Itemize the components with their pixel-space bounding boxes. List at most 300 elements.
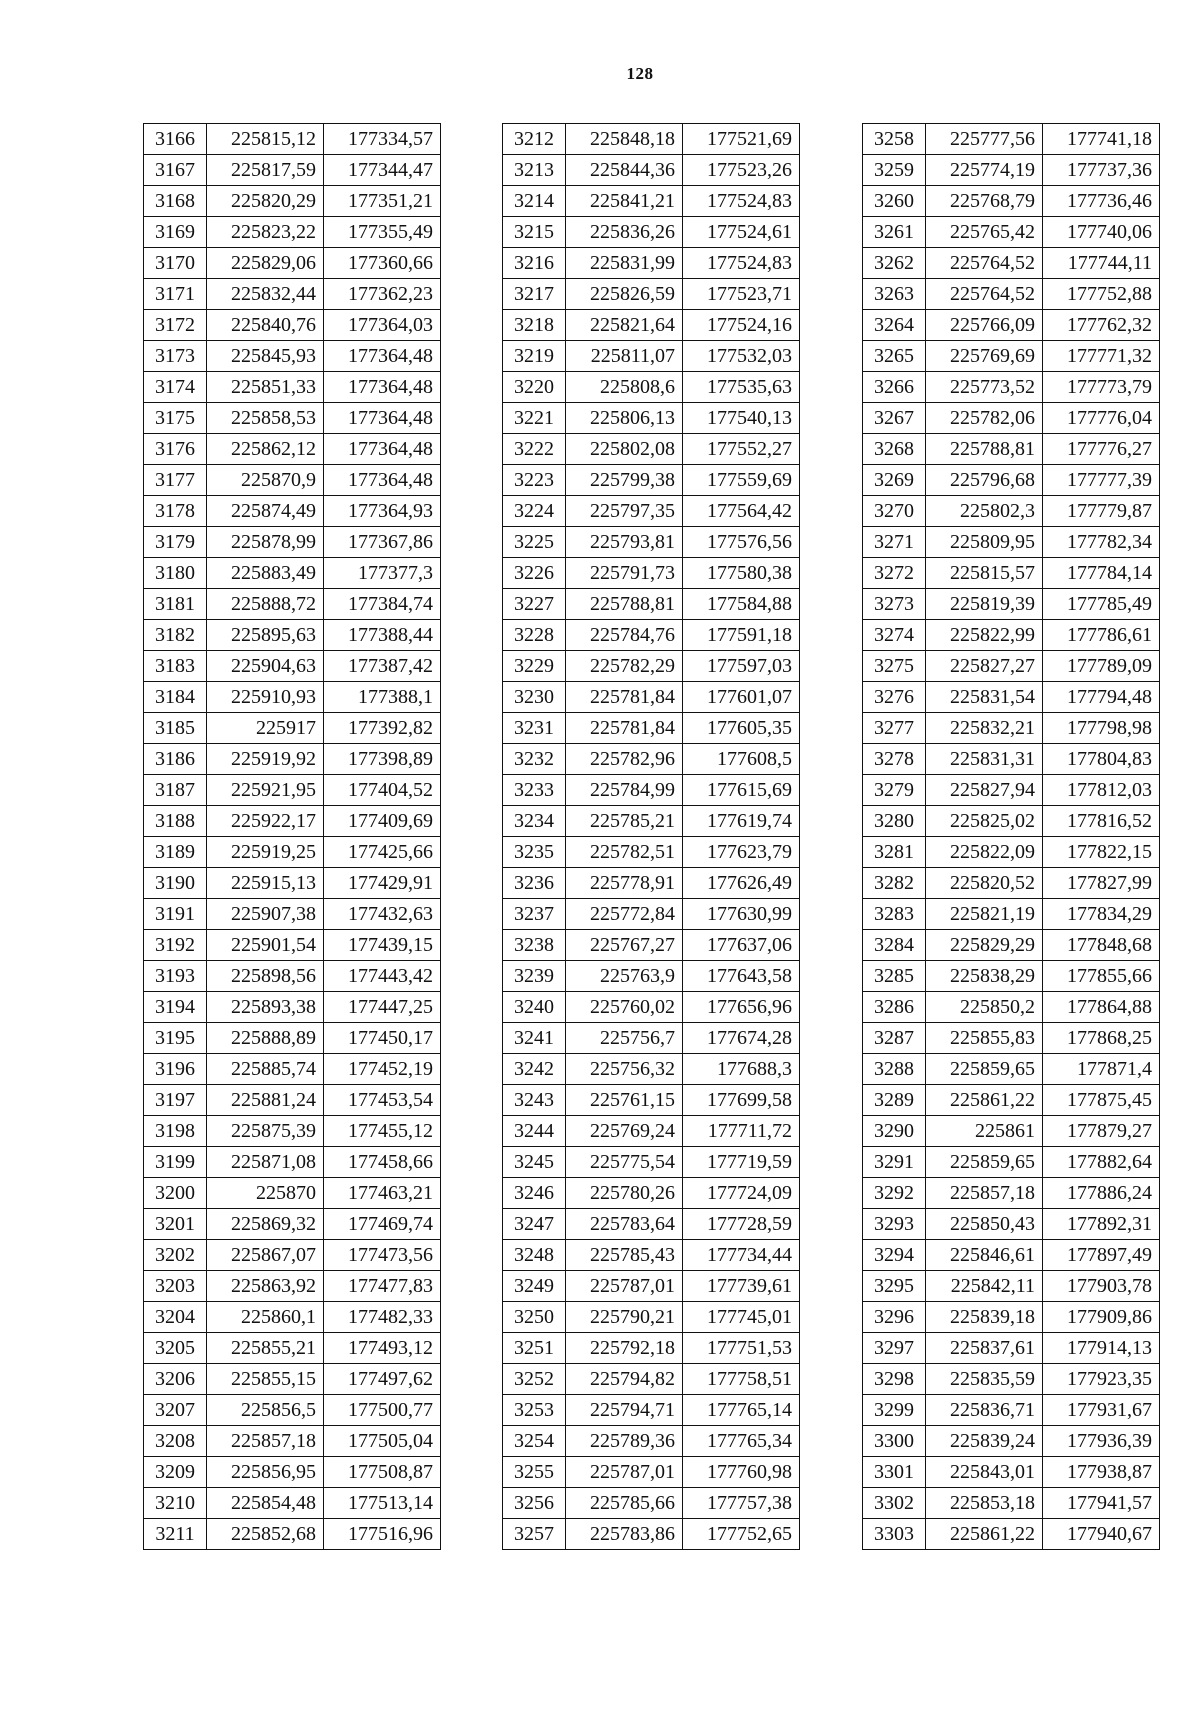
point-number-cell: 3219 <box>503 341 566 372</box>
x-coordinate-cell: 225856,5 <box>207 1395 324 1426</box>
point-number-cell: 3265 <box>863 341 926 372</box>
table-row <box>144 1116 441 1147</box>
point-number-cell: 3238 <box>503 930 566 961</box>
table-row <box>144 1147 441 1178</box>
y-coordinate-cell: 177398,89 <box>324 744 441 775</box>
point-number-cell: 3272 <box>863 558 926 589</box>
y-coordinate-cell: 177798,98 <box>1043 713 1160 744</box>
x-coordinate-cell: 225851,33 <box>207 372 324 403</box>
y-coordinate-cell: 177364,93 <box>324 496 441 527</box>
table-row <box>503 899 800 930</box>
y-coordinate-cell: 177453,54 <box>324 1085 441 1116</box>
x-coordinate-cell: 225893,38 <box>207 992 324 1023</box>
table-row <box>863 868 1160 899</box>
y-coordinate-cell: 177516,96 <box>324 1519 441 1550</box>
x-coordinate-cell: 225835,59 <box>926 1364 1043 1395</box>
table-row <box>503 217 800 248</box>
x-coordinate-cell: 225870 <box>207 1178 324 1209</box>
point-number-cell: 3288 <box>863 1054 926 1085</box>
y-coordinate-cell: 177623,79 <box>683 837 800 868</box>
table-row <box>144 217 441 248</box>
y-coordinate-cell: 177334,57 <box>324 124 441 155</box>
x-coordinate-cell: 225855,21 <box>207 1333 324 1364</box>
x-coordinate-cell: 225859,65 <box>926 1147 1043 1178</box>
y-coordinate-cell: 177388,44 <box>324 620 441 651</box>
point-number-cell: 3246 <box>503 1178 566 1209</box>
table-row <box>144 1426 441 1457</box>
table-row <box>144 279 441 310</box>
table-row <box>144 589 441 620</box>
point-number-cell: 3214 <box>503 186 566 217</box>
table-row <box>503 465 800 496</box>
x-coordinate-cell: 225827,27 <box>926 651 1043 682</box>
y-coordinate-cell: 177443,42 <box>324 961 441 992</box>
point-number-cell: 3284 <box>863 930 926 961</box>
table-row <box>863 186 1160 217</box>
point-number-cell: 3179 <box>144 527 207 558</box>
table-row <box>503 1147 800 1178</box>
x-coordinate-cell: 225784,99 <box>566 775 683 806</box>
x-coordinate-cell: 225756,7 <box>566 1023 683 1054</box>
x-coordinate-cell: 225845,93 <box>207 341 324 372</box>
table-row <box>503 1023 800 1054</box>
point-number-cell: 3279 <box>863 775 926 806</box>
x-coordinate-cell: 225809,95 <box>926 527 1043 558</box>
x-coordinate-cell: 225848,18 <box>566 124 683 155</box>
x-coordinate-cell: 225861,22 <box>926 1519 1043 1550</box>
table-row <box>503 1426 800 1457</box>
point-number-cell: 3298 <box>863 1364 926 1395</box>
table-row <box>503 775 800 806</box>
x-coordinate-cell: 225843,01 <box>926 1457 1043 1488</box>
table-row <box>144 930 441 961</box>
point-number-cell: 3227 <box>503 589 566 620</box>
table-row <box>863 1364 1160 1395</box>
table-row <box>863 1395 1160 1426</box>
point-number-cell: 3193 <box>144 961 207 992</box>
y-coordinate-cell: 177524,83 <box>683 248 800 279</box>
y-coordinate-cell: 177688,3 <box>683 1054 800 1085</box>
y-coordinate-cell: 177752,88 <box>1043 279 1160 310</box>
table-row <box>503 496 800 527</box>
y-coordinate-cell: 177773,79 <box>1043 372 1160 403</box>
x-coordinate-cell: 225781,84 <box>566 713 683 744</box>
x-coordinate-cell: 225794,82 <box>566 1364 683 1395</box>
y-coordinate-cell: 177745,01 <box>683 1302 800 1333</box>
y-coordinate-cell: 177364,48 <box>324 341 441 372</box>
point-number-cell: 3271 <box>863 527 926 558</box>
point-number-cell: 3260 <box>863 186 926 217</box>
y-coordinate-cell: 177875,45 <box>1043 1085 1160 1116</box>
point-number-cell: 3224 <box>503 496 566 527</box>
point-number-cell: 3198 <box>144 1116 207 1147</box>
x-coordinate-cell: 225823,22 <box>207 217 324 248</box>
point-number-cell: 3174 <box>144 372 207 403</box>
x-coordinate-cell: 225787,01 <box>566 1457 683 1488</box>
x-coordinate-cell: 225919,92 <box>207 744 324 775</box>
x-coordinate-cell: 225817,59 <box>207 155 324 186</box>
y-coordinate-cell: 177364,03 <box>324 310 441 341</box>
y-coordinate-cell: 177938,87 <box>1043 1457 1160 1488</box>
x-coordinate-cell: 225853,18 <box>926 1488 1043 1519</box>
x-coordinate-cell: 225859,65 <box>926 1054 1043 1085</box>
point-number-cell: 3290 <box>863 1116 926 1147</box>
table-row <box>863 1116 1160 1147</box>
y-coordinate-cell: 177409,69 <box>324 806 441 837</box>
table-row <box>863 434 1160 465</box>
x-coordinate-cell: 225808,6 <box>566 372 683 403</box>
y-coordinate-cell: 177452,19 <box>324 1054 441 1085</box>
x-coordinate-cell: 225785,66 <box>566 1488 683 1519</box>
point-number-cell: 3269 <box>863 465 926 496</box>
table-row <box>144 806 441 837</box>
x-coordinate-cell: 225763,9 <box>566 961 683 992</box>
table-row <box>503 124 800 155</box>
table-row <box>144 837 441 868</box>
point-number-cell: 3215 <box>503 217 566 248</box>
point-number-cell: 3217 <box>503 279 566 310</box>
coordinate-table-1 <box>143 123 441 1550</box>
x-coordinate-cell: 225787,01 <box>566 1271 683 1302</box>
y-coordinate-cell: 177505,04 <box>324 1426 441 1457</box>
point-number-cell: 3299 <box>863 1395 926 1426</box>
point-number-cell: 3259 <box>863 155 926 186</box>
point-number-cell: 3167 <box>144 155 207 186</box>
x-coordinate-cell: 225782,51 <box>566 837 683 868</box>
coordinate-table-2 <box>502 123 800 1550</box>
point-number-cell: 3240 <box>503 992 566 1023</box>
point-number-cell: 3204 <box>144 1302 207 1333</box>
point-number-cell: 3195 <box>144 1023 207 1054</box>
x-coordinate-cell: 225788,81 <box>566 589 683 620</box>
table-row <box>503 155 800 186</box>
table-row <box>863 1271 1160 1302</box>
table-row <box>503 403 800 434</box>
x-coordinate-cell: 225904,63 <box>207 651 324 682</box>
y-coordinate-cell: 177463,21 <box>324 1178 441 1209</box>
y-coordinate-cell: 177812,03 <box>1043 775 1160 806</box>
point-number-cell: 3249 <box>503 1271 566 1302</box>
y-coordinate-cell: 177493,12 <box>324 1333 441 1364</box>
table-row <box>503 248 800 279</box>
point-number-cell: 3225 <box>503 527 566 558</box>
y-coordinate-cell: 177909,86 <box>1043 1302 1160 1333</box>
table-row <box>144 124 441 155</box>
x-coordinate-cell: 225780,26 <box>566 1178 683 1209</box>
table-row <box>503 868 800 899</box>
x-coordinate-cell: 225782,96 <box>566 744 683 775</box>
point-number-cell: 3247 <box>503 1209 566 1240</box>
point-number-cell: 3216 <box>503 248 566 279</box>
y-coordinate-cell: 177892,31 <box>1043 1209 1160 1240</box>
y-coordinate-cell: 177711,72 <box>683 1116 800 1147</box>
point-number-cell: 3168 <box>144 186 207 217</box>
y-coordinate-cell: 177364,48 <box>324 434 441 465</box>
point-number-cell: 3178 <box>144 496 207 527</box>
point-number-cell: 3226 <box>503 558 566 589</box>
y-coordinate-cell: 177752,65 <box>683 1519 800 1550</box>
x-coordinate-cell: 225788,81 <box>926 434 1043 465</box>
x-coordinate-cell: 225802,3 <box>926 496 1043 527</box>
point-number-cell: 3201 <box>144 1209 207 1240</box>
table-row <box>144 961 441 992</box>
point-number-cell: 3264 <box>863 310 926 341</box>
point-number-cell: 3283 <box>863 899 926 930</box>
y-coordinate-cell: 177601,07 <box>683 682 800 713</box>
point-number-cell: 3222 <box>503 434 566 465</box>
table-row <box>503 651 800 682</box>
table-row <box>863 1085 1160 1116</box>
y-coordinate-cell: 177425,66 <box>324 837 441 868</box>
point-number-cell: 3211 <box>144 1519 207 1550</box>
point-number-cell: 3275 <box>863 651 926 682</box>
point-number-cell: 3183 <box>144 651 207 682</box>
point-number-cell: 3257 <box>503 1519 566 1550</box>
x-coordinate-cell: 225871,08 <box>207 1147 324 1178</box>
y-coordinate-cell: 177699,58 <box>683 1085 800 1116</box>
y-coordinate-cell: 177377,3 <box>324 558 441 589</box>
point-number-cell: 3235 <box>503 837 566 868</box>
table-row <box>863 341 1160 372</box>
table-row <box>503 1271 800 1302</box>
x-coordinate-cell: 225883,49 <box>207 558 324 589</box>
table-row <box>863 496 1160 527</box>
point-number-cell: 3289 <box>863 1085 926 1116</box>
point-number-cell: 3200 <box>144 1178 207 1209</box>
x-coordinate-cell: 225919,25 <box>207 837 324 868</box>
table-row <box>144 1488 441 1519</box>
x-coordinate-cell: 225858,53 <box>207 403 324 434</box>
table-row <box>863 1302 1160 1333</box>
table-row <box>503 1457 800 1488</box>
table-row <box>863 155 1160 186</box>
y-coordinate-cell: 177508,87 <box>324 1457 441 1488</box>
x-coordinate-cell: 225839,18 <box>926 1302 1043 1333</box>
y-coordinate-cell: 177432,63 <box>324 899 441 930</box>
y-coordinate-cell: 177782,34 <box>1043 527 1160 558</box>
x-coordinate-cell: 225806,13 <box>566 403 683 434</box>
table-row <box>503 279 800 310</box>
y-coordinate-cell: 177739,61 <box>683 1271 800 1302</box>
y-coordinate-cell: 177455,12 <box>324 1116 441 1147</box>
point-number-cell: 3261 <box>863 217 926 248</box>
x-coordinate-cell: 225836,71 <box>926 1395 1043 1426</box>
point-number-cell: 3294 <box>863 1240 926 1271</box>
y-coordinate-cell: 177804,83 <box>1043 744 1160 775</box>
y-coordinate-cell: 177789,09 <box>1043 651 1160 682</box>
table-row <box>144 1054 441 1085</box>
x-coordinate-cell: 225802,08 <box>566 434 683 465</box>
x-coordinate-cell: 225842,11 <box>926 1271 1043 1302</box>
y-coordinate-cell: 177351,21 <box>324 186 441 217</box>
point-number-cell: 3229 <box>503 651 566 682</box>
x-coordinate-cell: 225862,12 <box>207 434 324 465</box>
x-coordinate-cell: 225822,99 <box>926 620 1043 651</box>
table-row <box>144 775 441 806</box>
point-number-cell: 3234 <box>503 806 566 837</box>
point-number-cell: 3187 <box>144 775 207 806</box>
table-row <box>863 217 1160 248</box>
x-coordinate-cell: 225922,17 <box>207 806 324 837</box>
y-coordinate-cell: 177584,88 <box>683 589 800 620</box>
y-coordinate-cell: 177605,35 <box>683 713 800 744</box>
point-number-cell: 3295 <box>863 1271 926 1302</box>
y-coordinate-cell: 177367,86 <box>324 527 441 558</box>
point-number-cell: 3185 <box>144 713 207 744</box>
y-coordinate-cell: 177765,14 <box>683 1395 800 1426</box>
x-coordinate-cell: 225765,42 <box>926 217 1043 248</box>
x-coordinate-cell: 225901,54 <box>207 930 324 961</box>
y-coordinate-cell: 177524,61 <box>683 217 800 248</box>
x-coordinate-cell: 225857,18 <box>926 1178 1043 1209</box>
point-number-cell: 3292 <box>863 1178 926 1209</box>
table-row <box>144 1209 441 1240</box>
y-coordinate-cell: 177941,57 <box>1043 1488 1160 1519</box>
x-coordinate-cell: 225793,81 <box>566 527 683 558</box>
x-coordinate-cell: 225870,9 <box>207 465 324 496</box>
point-number-cell: 3210 <box>144 1488 207 1519</box>
y-coordinate-cell: 177868,25 <box>1043 1023 1160 1054</box>
table-row <box>144 651 441 682</box>
x-coordinate-cell: 225797,35 <box>566 496 683 527</box>
y-coordinate-cell: 177388,1 <box>324 682 441 713</box>
x-coordinate-cell: 225915,13 <box>207 868 324 899</box>
y-coordinate-cell: 177741,18 <box>1043 124 1160 155</box>
y-coordinate-cell: 177827,99 <box>1043 868 1160 899</box>
table-row <box>503 744 800 775</box>
y-coordinate-cell: 177779,87 <box>1043 496 1160 527</box>
point-number-cell: 3241 <box>503 1023 566 1054</box>
table-row <box>863 372 1160 403</box>
point-number-cell: 3207 <box>144 1395 207 1426</box>
x-coordinate-cell: 225764,52 <box>926 248 1043 279</box>
x-coordinate-cell: 225772,84 <box>566 899 683 930</box>
y-coordinate-cell: 177765,34 <box>683 1426 800 1457</box>
x-coordinate-cell: 225756,32 <box>566 1054 683 1085</box>
table-row <box>144 682 441 713</box>
table-row <box>863 1519 1160 1550</box>
y-coordinate-cell: 177923,35 <box>1043 1364 1160 1395</box>
point-number-cell: 3212 <box>503 124 566 155</box>
y-coordinate-cell: 177637,06 <box>683 930 800 961</box>
table-row <box>144 465 441 496</box>
table-row <box>863 651 1160 682</box>
x-coordinate-cell: 225841,21 <box>566 186 683 217</box>
point-number-cell: 3297 <box>863 1333 926 1364</box>
y-coordinate-cell: 177794,48 <box>1043 682 1160 713</box>
x-coordinate-cell: 225768,79 <box>926 186 1043 217</box>
y-coordinate-cell: 177458,66 <box>324 1147 441 1178</box>
x-coordinate-cell: 225881,24 <box>207 1085 324 1116</box>
table-row <box>144 1240 441 1271</box>
x-coordinate-cell: 225888,72 <box>207 589 324 620</box>
y-coordinate-cell: 177776,27 <box>1043 434 1160 465</box>
point-number-cell: 3303 <box>863 1519 926 1550</box>
y-coordinate-cell: 177524,83 <box>683 186 800 217</box>
table-row <box>863 899 1160 930</box>
x-coordinate-cell: 225898,56 <box>207 961 324 992</box>
table-row <box>144 899 441 930</box>
x-coordinate-cell: 225861 <box>926 1116 1043 1147</box>
table-row <box>503 620 800 651</box>
x-coordinate-cell: 225874,49 <box>207 496 324 527</box>
table-row <box>863 1054 1160 1085</box>
table-row <box>144 744 441 775</box>
y-coordinate-cell: 177344,47 <box>324 155 441 186</box>
x-coordinate-cell: 225761,15 <box>566 1085 683 1116</box>
y-coordinate-cell: 177871,4 <box>1043 1054 1160 1085</box>
table-row <box>503 310 800 341</box>
y-coordinate-cell: 177608,5 <box>683 744 800 775</box>
y-coordinate-cell: 177429,91 <box>324 868 441 899</box>
table-row <box>144 868 441 899</box>
table-row <box>503 589 800 620</box>
y-coordinate-cell: 177559,69 <box>683 465 800 496</box>
y-coordinate-cell: 177473,56 <box>324 1240 441 1271</box>
x-coordinate-cell: 225861,22 <box>926 1085 1043 1116</box>
x-coordinate-cell: 225774,19 <box>926 155 1043 186</box>
point-number-cell: 3191 <box>144 899 207 930</box>
x-coordinate-cell: 225815,12 <box>207 124 324 155</box>
table-row <box>863 1209 1160 1240</box>
x-coordinate-cell: 225831,54 <box>926 682 1043 713</box>
point-number-cell: 3199 <box>144 1147 207 1178</box>
x-coordinate-cell: 225792,18 <box>566 1333 683 1364</box>
y-coordinate-cell: 177816,52 <box>1043 806 1160 837</box>
x-coordinate-cell: 225782,29 <box>566 651 683 682</box>
table-row <box>144 434 441 465</box>
y-coordinate-cell: 177834,29 <box>1043 899 1160 930</box>
table-row <box>144 1364 441 1395</box>
table-row <box>503 1116 800 1147</box>
x-coordinate-cell: 225794,71 <box>566 1395 683 1426</box>
table-row <box>863 279 1160 310</box>
table-row <box>863 1178 1160 1209</box>
table-row <box>144 1395 441 1426</box>
table-row <box>863 744 1160 775</box>
x-coordinate-cell: 225863,92 <box>207 1271 324 1302</box>
x-coordinate-cell: 225895,63 <box>207 620 324 651</box>
y-coordinate-cell: 177439,15 <box>324 930 441 961</box>
table-row <box>144 1023 441 1054</box>
point-number-cell: 3233 <box>503 775 566 806</box>
table-row <box>144 558 441 589</box>
x-coordinate-cell: 225831,31 <box>926 744 1043 775</box>
table-row <box>144 992 441 1023</box>
table-row <box>503 1240 800 1271</box>
table-row <box>863 527 1160 558</box>
y-coordinate-cell: 177757,38 <box>683 1488 800 1519</box>
point-number-cell: 3251 <box>503 1333 566 1364</box>
table-row <box>503 372 800 403</box>
point-number-cell: 3206 <box>144 1364 207 1395</box>
x-coordinate-cell: 225790,21 <box>566 1302 683 1333</box>
x-coordinate-cell: 225856,95 <box>207 1457 324 1488</box>
table-row <box>144 372 441 403</box>
point-number-cell: 3300 <box>863 1426 926 1457</box>
y-coordinate-cell: 177737,36 <box>1043 155 1160 186</box>
y-coordinate-cell: 177784,14 <box>1043 558 1160 589</box>
table-row <box>144 1333 441 1364</box>
point-number-cell: 3273 <box>863 589 926 620</box>
y-coordinate-cell: 177760,98 <box>683 1457 800 1488</box>
x-coordinate-cell: 225829,06 <box>207 248 324 279</box>
table-row <box>144 713 441 744</box>
x-coordinate-cell: 225769,69 <box>926 341 1043 372</box>
y-coordinate-cell: 177848,68 <box>1043 930 1160 961</box>
table-row <box>863 682 1160 713</box>
point-number-cell: 3208 <box>144 1426 207 1457</box>
